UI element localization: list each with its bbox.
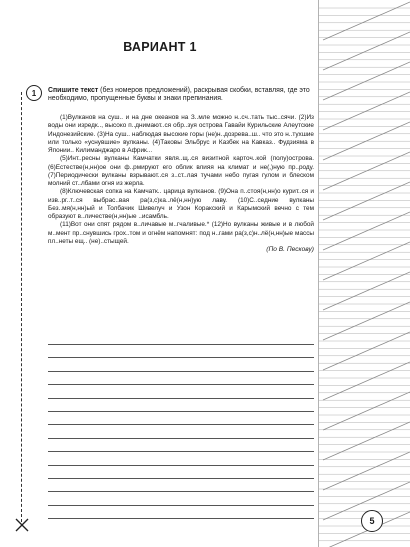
ruled-margin [318,0,410,547]
answer-line[interactable] [48,491,314,492]
answer-line[interactable] [48,411,314,412]
answer-line[interactable] [48,398,314,399]
answer-line[interactable] [48,451,314,452]
answer-line[interactable] [48,424,314,425]
instruction-bold: Спишите текст [48,87,99,94]
instruction-rest: (без номеров предложений), раскрывая скобки, вставляя, где это необходимо, пропущенные буквы и знаки препинания. [48,87,310,103]
cut-line [21,92,22,522]
paragraph: (11)Вот они спят рядом в..личавые м..гчаливые.* (12)Но вулканы живые и в любой м..мент пр..снувшись грох..том и огнём напомнят: под н..гами ра(з,с)н..лё(н,нн)ые массы пл..неты ещ.. (не)..стыщей. [48,221,314,245]
margin-lines-graphic [318,0,410,547]
answer-line[interactable] [48,478,314,479]
task-instruction [48,87,310,104]
paragraph: (1)Вулканов на суш.. и на дне океанов на З..мле можно н..сч..тать тыс..сячи. (2)Из воды они изредк.., высоко п..днимают..ся обр..зуя острова Гавайи Курильские Алеутские Индонезийские. (3)На суш.. наблюдая высокие горы (не)н..дозрева..ш.. что это н..тухшие или только «уснувшие» вулканы. (4)Таковы Эльбрус и Казбек на Кавказ.. Фудзияма в Японии.. Килиманджаро в Африк... [48,114,314,154]
task-number-badge: 1 [26,85,42,101]
answer-line[interactable] [48,357,314,358]
answer-line[interactable] [48,518,314,519]
exercise-text [48,114,314,254]
answer-line[interactable] [48,505,314,506]
answer-line[interactable] [48,371,314,372]
page-number-badge: 5 [361,510,383,532]
answer-line[interactable] [48,344,314,345]
answer-lines[interactable] [48,344,314,531]
answer-line[interactable] [48,384,314,385]
scissors-icon [14,517,30,533]
paragraph: (5)Инт..ресны вулканы Камчатки явля..щ..ся визитной карточ..кой (полу)острова. (6)Естестве(н,нн)ое они ф..рмируют его облик влияя на климат и не(,)ную пр..роду. (7)Периодически вулканы взрывают..ся з..ст..лая тучами небо пугая гулом и блеском молний ст..лбами огня из жерла. [48,155,314,187]
author-attribution: (По В. Пескову) [266,246,314,253]
variant-title: ВАРИАНТ 1 [123,40,197,54]
answer-line[interactable] [48,465,314,466]
answer-line[interactable] [48,438,314,439]
paragraph: (8)Ключевская сопка на Камчатк.. царица вулканов. (9)Она п..стоя(н,нн)о курит..ся и изв..рг..т..ся выбрас..вая ра(з,с)ка..лё(н,нн)ую лаву. (10)С..седние вулканы Без..мя(н,нн)ый и Толбачик Шивелуч и Узон Коракский и Карымский вечно с тем образуют в..личестве(н,нн)ые ..исамбль. [48,188,314,220]
